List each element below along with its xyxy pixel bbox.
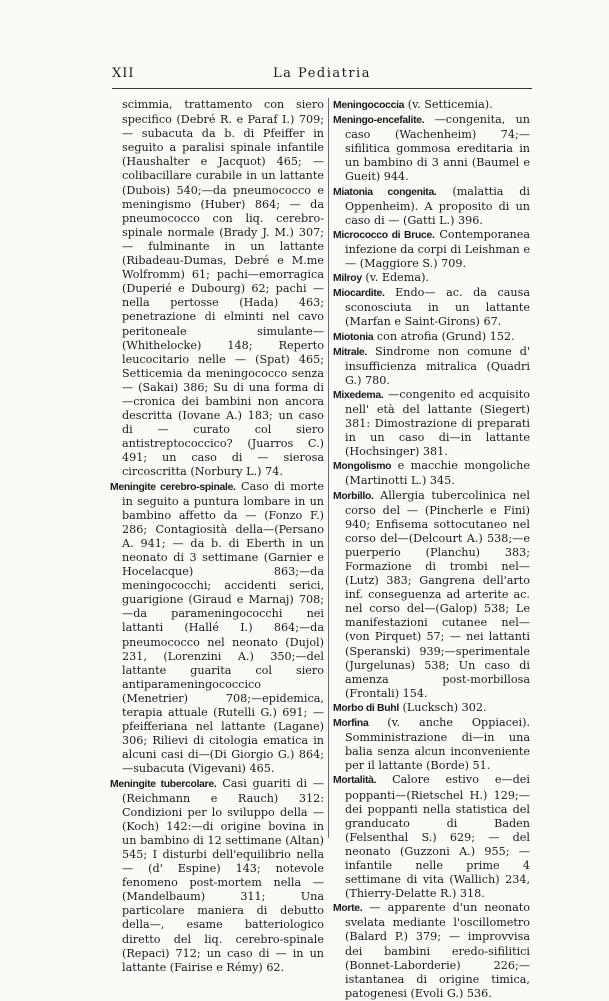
entry-text: —congenito ed acquisito nell' età del lattante (Siegert) 381: Dimostrazione di preparati in un caso di—in lattante (Hochsinger) 381. <box>345 387 530 459</box>
index-entry <box>333 98 530 113</box>
entry-term: Miatonia congenita. <box>333 186 437 198</box>
entry-term: Mixedema. <box>333 389 384 401</box>
entry-term: Morbillo. <box>333 490 374 502</box>
entry-text: Calore estivo e—dei poppanti—(Rietschel H.) 129;—dei poppanti nella statistica del granducato di Baden (Felsenthal S.) 629; — del neonato (Guzzoni A.) 955; —infantile nelle prime 4 settimane di vita (Wallich) 234, (Thierry-Delatte R.) 318. <box>345 773 530 901</box>
index-entry <box>333 185 530 228</box>
entry-term: Mongolismo <box>333 461 392 473</box>
column-divider <box>328 98 329 838</box>
entry-term: Miocardite. <box>333 288 385 300</box>
index-entry <box>333 716 530 773</box>
entry-text: e macchie mongoliche (Martinotti L.) 345. <box>345 459 531 488</box>
entry-text: (v. anche Oppiacei). Somministrazione di—in una balia senza alcun inconveniente per il lattante (Borde) 51. <box>345 716 530 773</box>
index-entry <box>333 901 530 1001</box>
index-entry <box>333 228 530 271</box>
entry-text: (v. Setticemia). <box>407 98 493 111</box>
index-entry <box>110 480 324 777</box>
running-header <box>112 62 532 86</box>
index-entry <box>333 388 530 459</box>
entry-term: Meningite tubercolare. <box>110 778 217 790</box>
entry-text: Endo— ac. da causa sconosciuta in un lattante (Marfan e Saint-Girons) 67. <box>345 286 530 329</box>
index-entry <box>333 459 530 488</box>
entry-text: con atrofia (Grund) 152. <box>376 329 515 343</box>
entry-term: Miotonia <box>333 331 374 343</box>
entry-text: scimmia, trattamento con siero specifico (Debré R. e Paraf I.) 709; — subacuta da b. di Pfeiffer in seguito a paralisi spinale infantile (Haushalter e Jacquot) 465; —colibacillare curabile in un lattante (Dubois) 540;—da pneumococco e meningismo (Huber) 864; — da pneumococco con liq. cerebro-spinale normale (Brady J. M.) 307; — fulminante in un lattante (Ribadeau-Dumas, Debré e M.me Wolfromm) 61; pachi—emorragica (Duperié e Dubourg) 62; pachi — nella pertosse (Hada) 463; penetrazione di elminti nel cavo peritoneale simulante—(Whithelocke) 148; Reperto leucocitario nelle — (Spat) 465; Setticemia da meningococco senza — (Sakai) 386; Su di una forma di—cronica dei bambini non ancora descritta (Iovane A.) 183; un caso di — curato col siero antistreptococcico? (Juarros C.) 491; un caso di — sierosa circoscritta (Norbury L.) 74. <box>122 98 324 479</box>
entry-text: (v. Edema). <box>365 271 429 285</box>
entry-text: —congenita, un caso (Wachenheim) 74;—sifilitica gommosa ereditaria in un bambino di 3 anni (Baumel e Gueit) 944. <box>345 113 530 184</box>
index-entry <box>333 330 530 345</box>
entry-text: Sindrome non comune d' insufficienza mitralica (Quadri G.) 780. <box>345 344 530 387</box>
index-entry <box>333 286 530 329</box>
index-entry <box>333 489 530 701</box>
entry-term: Morbo di Buhl <box>333 702 399 714</box>
index-entry <box>110 777 324 975</box>
entry-term: Milroy <box>333 273 362 285</box>
entry-text: Casi guariti di — (Reichmann e Rauch) 312: Condizioni per lo sviluppo della — (Koch) 142:—di origine bovina in un bambino di 12 settimane (Altan) 545; I disturbi dell'equilibrio nella — (d' Espine) 143; notevole fenomeno post-mortem nella — (Mandelbaum) 311; Una particolare maniera di debutto della—, esame batteriologico diretto del liq. cerebro-spinale (Repaci) 712; un caso di — in un lattante (Fairise e Rémy) 62. <box>122 776 324 974</box>
entry-text: — apparente d'un neonato svelata mediante l'oscillometro (Balard P.) 379; — improvvisa dei bambini eredo-sifilitici (Bonnet-Laborderie) 226;—istantanea di origine timica, patogenesi (Evoli G.) 536. <box>345 901 530 1000</box>
page-number: XII <box>112 66 135 81</box>
entry-term: Meningo-encefalite. <box>333 115 425 127</box>
index-entry <box>333 271 530 286</box>
index-entry <box>333 113 530 184</box>
entry-text: Caso di morte in seguito a puntura lombare in un bambino affetto da — (Fonzo F.) 286; Contagiosità della—(Persano A. 941; — da b. di Eberth in un neonato di 3 settimane (Garnier e Hocelacque) 863;—da meningococchi; accidenti serici, guarigione (Giraud e Marnaj) 708;—da parameningococchi nei lattanti (Hallé I.) 864;—da pneumococco nel neonato (Dujol) 231, (Lorenzini A.) 350;—del lattante guarita col siero antiparameningococcico (Menetrier) 708;—epidemica, terapia attuale (Rutelli G.) 691; —pfeifferiana nel lattante (Lagane) 306; Rilievi di citologia ematica in alcuni casi di—(Di Giorgio G.) 864;—subacuta (Vigevani) 465. <box>122 479 324 776</box>
entry-term: Mitrale. <box>333 346 367 358</box>
entry-term: Morte. <box>333 903 363 915</box>
right-column <box>333 98 530 1001</box>
index-entry <box>333 345 530 388</box>
entry-term: Mortalità. <box>333 775 377 787</box>
entry-text: Allergia tubercolinica nel corso del — (Pincherle e Fini) 940; Enfisema sottocutaneo nel corso del—(Delcourt A.) 538;—e puerperio (Planchu) 383; Formazione di trombi nel—(Lutz) 383; Gangrena dell'arto inf. conseguenza ad arterite ac. nel corso del—(Galop) 538; Le manifestazioni cutanee nel—(von Pirquet) 57; — nei lattanti (Speranski) 939;—sperimentale (Jurgelunas) 538; Un caso di amenza post-morbillosa (Frontali) 154. <box>345 488 530 700</box>
entry-term: Meningite cerebro-spinale. <box>110 481 236 493</box>
header-rule <box>112 88 532 89</box>
index-entry <box>333 701 530 716</box>
index-entry <box>333 773 530 901</box>
entry-text: Contemporanea infezione da corpi di Leishman e — (Maggiore S.) 709. <box>345 227 530 271</box>
entry-term: Meningococcia <box>333 100 405 111</box>
entry-term: Micrococco di Bruce. <box>333 229 435 241</box>
left-column <box>110 98 324 975</box>
entry-text: (Lucksch) 302. <box>402 700 487 714</box>
entry-text: (malattia di Oppenheim). A proposito di un caso di — (Gatti L.) 396. <box>345 184 530 227</box>
index-entry <box>110 98 324 480</box>
running-title: La Pediatria <box>273 66 371 81</box>
entry-term: Morfina <box>333 718 369 730</box>
